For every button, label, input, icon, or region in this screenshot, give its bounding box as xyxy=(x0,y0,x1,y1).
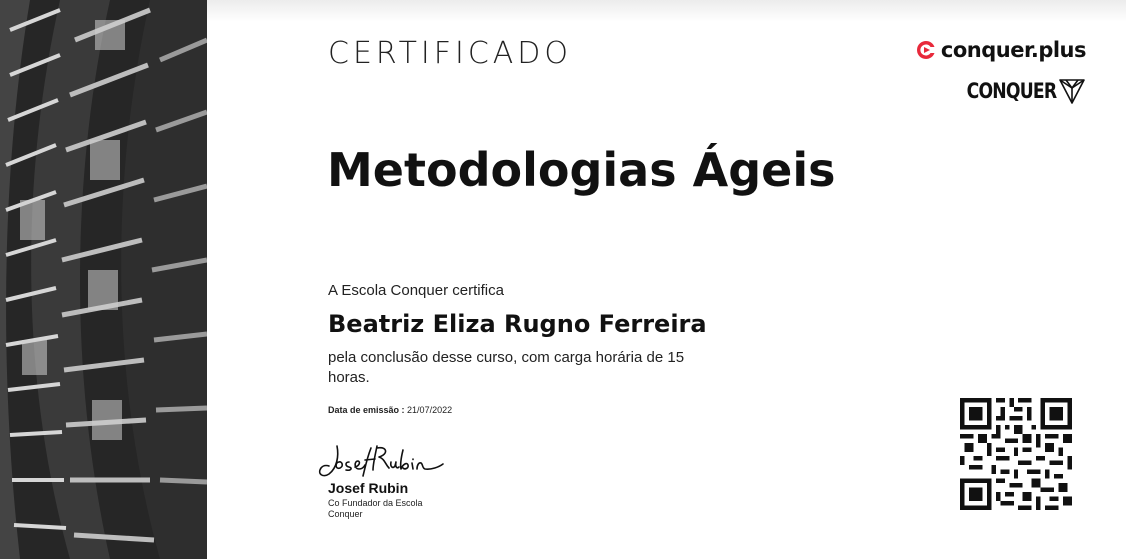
conquer-logo xyxy=(947,76,1086,106)
conquer-plus-logo xyxy=(915,38,1086,62)
conquer-gem-icon xyxy=(1058,76,1086,106)
top-shade xyxy=(207,0,1126,22)
architecture-photo xyxy=(0,0,207,559)
course-description: pela conclusão desse curso, com carga horária de 15 horas. xyxy=(328,349,685,386)
signature-image xyxy=(315,440,445,482)
course-name: Metodologias Ágeis xyxy=(327,143,836,197)
conquer-plus-logo-icon xyxy=(915,39,937,61)
conquer-wordmark: CONQUER xyxy=(966,79,1056,103)
student-name: Beatriz Eliza Rugno Ferreira xyxy=(328,310,707,338)
certification-intro: A Escola Conquer certifica xyxy=(328,282,504,299)
issue-date-value: 21/07/2022 xyxy=(407,405,453,415)
signatory-name: Josef Rubin xyxy=(328,480,409,496)
conquer-plus-wordmark: conquer.plus xyxy=(940,38,1086,62)
issue-date-line xyxy=(328,405,452,415)
issue-date-label: Data de emissão : xyxy=(328,405,405,415)
qr-code-icon xyxy=(960,398,1072,510)
certificate-heading: CERTIFICADO xyxy=(328,36,573,71)
signatory-role: Co Fundador da Escola Conquer xyxy=(328,498,423,519)
